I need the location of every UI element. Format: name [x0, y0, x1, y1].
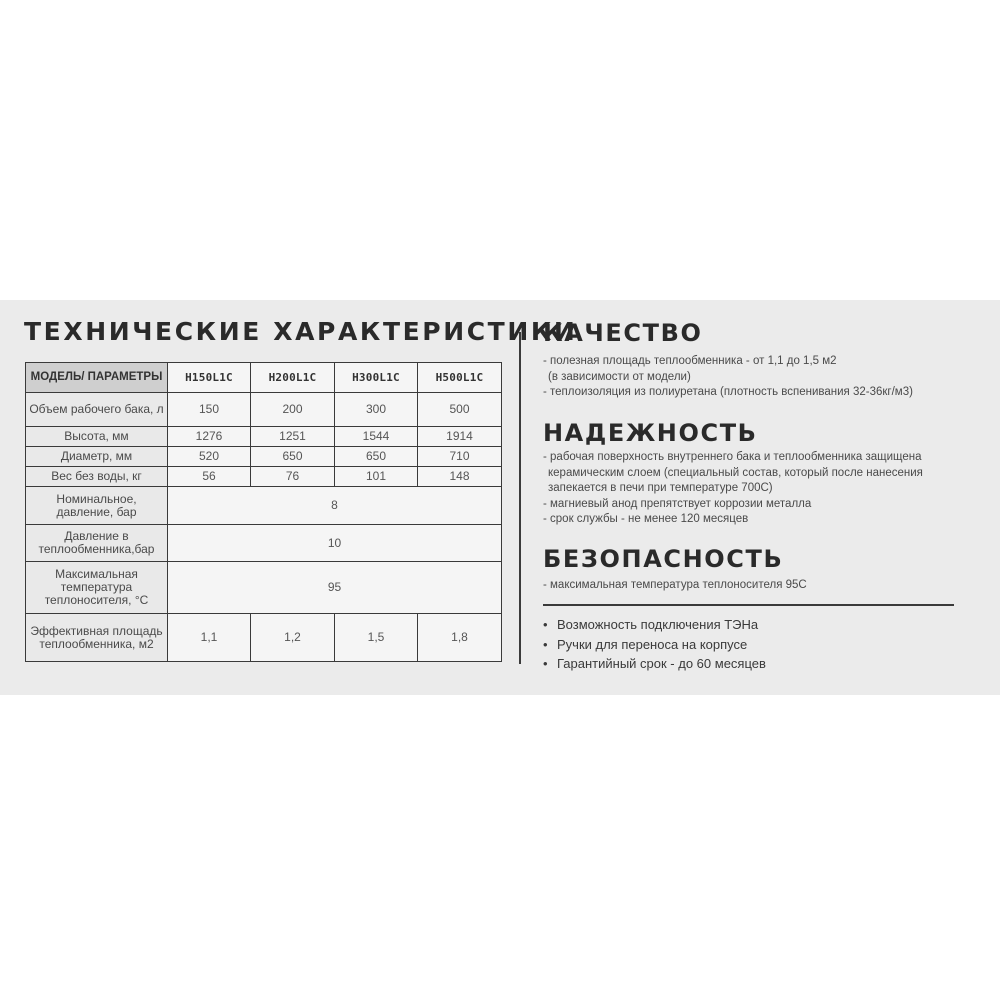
bullet-icon: • — [543, 617, 548, 632]
bullet-icon: • — [543, 636, 548, 652]
row-label: Высота, мм — [26, 427, 168, 447]
table-header-label: МОДЕЛЬ/ ПАРАМЕТРЫ — [26, 363, 168, 393]
safety-list — [543, 578, 807, 594]
table-row — [26, 562, 502, 614]
feature-bullets — [543, 615, 766, 674]
reliability-line: - срок службы - не менее 120 месяцев — [543, 513, 749, 525]
spec-title: ТЕХНИЧЕСКИЕ ХАРАКТЕРИСТИКИ — [24, 317, 578, 346]
table-row — [26, 487, 502, 525]
table-cell: 650 — [335, 447, 418, 467]
table-cell: 200 — [251, 393, 335, 427]
row-label: Давление в теплообменника,бар — [26, 525, 168, 562]
row-label: Объем рабочего бака, л — [26, 393, 168, 427]
feature-text: Возможность подключения ТЭНа — [557, 617, 759, 632]
table-row — [26, 427, 502, 447]
table-cell: 56 — [168, 467, 251, 487]
merged-cell: 95 — [168, 562, 502, 614]
row-label: Вес без воды, кг — [26, 467, 168, 487]
row-label: Номинальное, давление, бар — [26, 487, 168, 525]
model-column-header: H150L1C — [168, 363, 251, 393]
table-row — [26, 525, 502, 562]
reliability-line: - магниевый анод препятствует коррозии металла — [543, 497, 812, 510]
model-column-header: H300L1C — [335, 363, 418, 393]
table-cell: 1,1 — [168, 614, 251, 662]
horizontal-divider — [543, 604, 954, 606]
table-cell: 1,5 — [335, 614, 418, 662]
safety-title: БЕЗОПАСНОСТЬ — [543, 545, 784, 573]
table-cell: 710 — [418, 447, 502, 467]
feature-item — [543, 635, 766, 655]
table-row — [26, 393, 502, 427]
feature-text: Ручки для переноса на корпусе — [557, 636, 748, 652]
table-cell: 148 — [418, 467, 502, 487]
reliability-line: - рабочая поверхность внутреннего бака и теплообменника защищена — [543, 451, 922, 463]
table-cell: 1914 — [418, 427, 502, 447]
row-label: Диаметр, мм — [26, 447, 168, 467]
table-cell: 1,8 — [418, 614, 502, 662]
quality-list — [543, 354, 913, 401]
table-row — [26, 467, 502, 487]
table-cell: 500 — [418, 393, 502, 427]
safety-line: - максимальная температура теплоносителя 95С — [543, 579, 807, 591]
row-label: Максимальная температура теплоносителя, °С — [26, 562, 168, 614]
model-column-header: H200L1C — [251, 363, 335, 393]
merged-cell: 10 — [168, 525, 502, 562]
table-cell: 1,2 — [251, 614, 335, 662]
table-row — [26, 614, 502, 662]
vertical-divider — [519, 332, 521, 664]
row-label: Эффективная площадь теплообменника, м2 — [26, 614, 168, 662]
merged-cell: 8 — [168, 487, 502, 525]
table-row — [26, 447, 502, 467]
reliability-title: НАДЕЖНОСТЬ — [543, 419, 758, 447]
table-cell: 150 — [168, 393, 251, 427]
table-cell: 101 — [335, 467, 418, 487]
quality-line: - теплоизоляция из полиуретана (плотность вспенивания 32-36кг/м3) — [543, 386, 913, 398]
quality-line: (в зависимости от модели) — [548, 370, 691, 383]
table-cell: 300 — [335, 393, 418, 427]
spec-panel — [0, 300, 1000, 695]
table-cell: 650 — [251, 447, 335, 467]
reliability-line: запекается в печи при температуре 700С) — [548, 482, 773, 494]
table-cell: 1251 — [251, 427, 335, 447]
quality-title: КАЧЕСТВО — [543, 319, 703, 347]
spec-table — [25, 362, 502, 662]
feature-item — [543, 654, 766, 674]
table-cell: 76 — [251, 467, 335, 487]
reliability-list — [543, 450, 923, 528]
table-cell: 520 — [168, 447, 251, 467]
feature-text: Гарантийный срок - до 60 месяцев — [557, 656, 766, 671]
reliability-line: керамическим слоем (специальный состав, который после нанесения — [548, 466, 923, 479]
feature-item — [543, 615, 766, 635]
bullet-icon: • — [543, 656, 548, 671]
table-header-row — [26, 363, 502, 393]
table-cell: 1544 — [335, 427, 418, 447]
quality-line: - полезная площадь теплообменника - от 1,1 до 1,5 м2 — [543, 355, 837, 367]
table-cell: 1276 — [168, 427, 251, 447]
model-column-header: H500L1C — [418, 363, 502, 393]
